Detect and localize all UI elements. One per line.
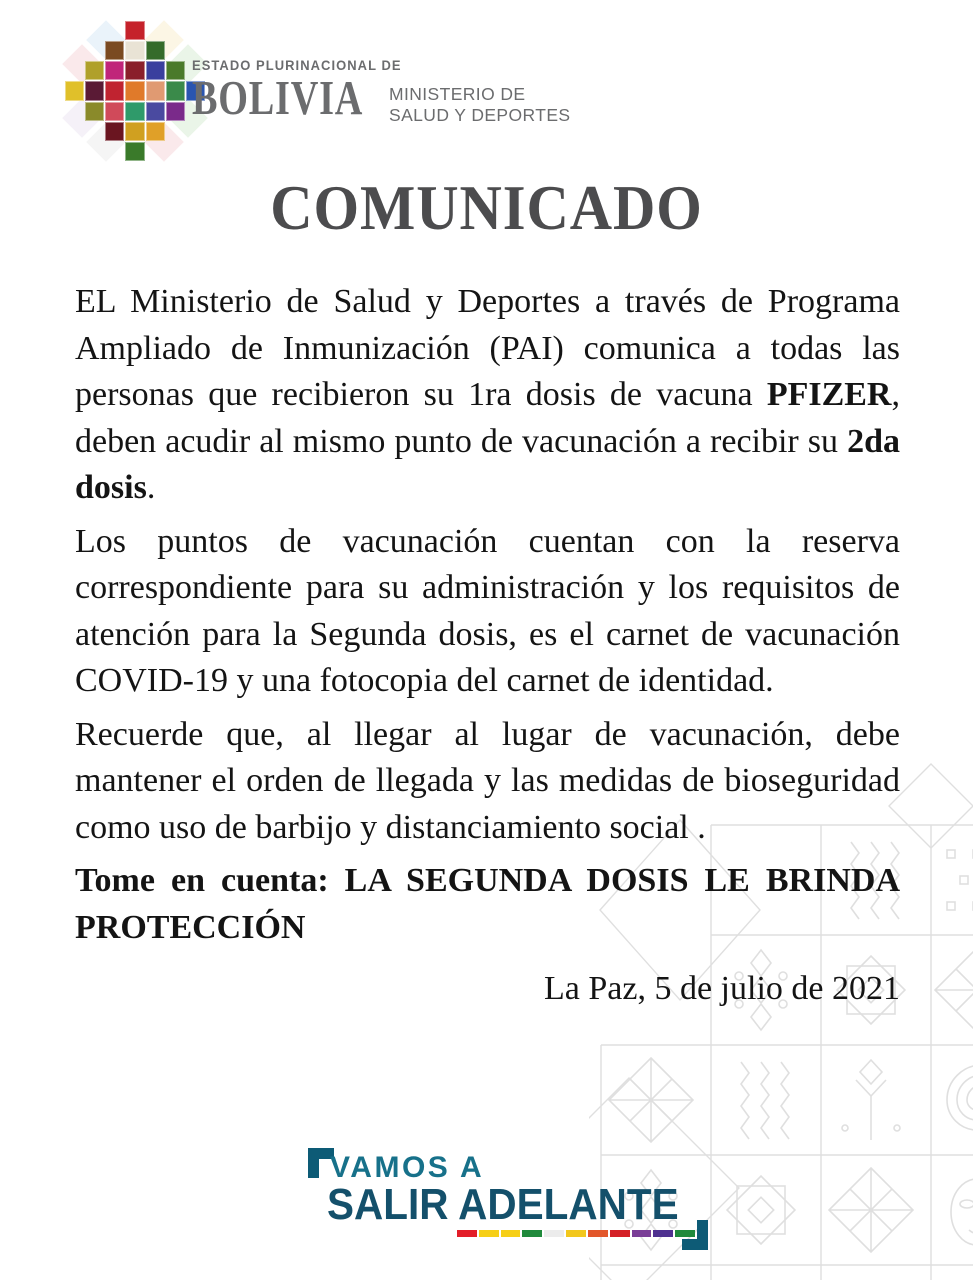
p1-segment: , deben acudir al mismo punto de vacunación a recibir su: [75, 376, 900, 460]
state-brand-block: [192, 58, 411, 125]
ministry-label: [389, 84, 570, 125]
paragraph-2: Los puntos de vacunación cuentan con la reserva correspondiente para su administración y los requisitos de atención para la Segunda dosis, es el carnet de vacunación COVID-19 y una fotocopia del carnet de identidad.: [75, 522, 900, 699]
p1-bold-segunda-dosis: 2da dosis: [75, 422, 900, 506]
flag-stripe: [457, 1230, 695, 1237]
bolivia-emblem-grid: [65, 21, 205, 161]
p1-segment: .: [146, 469, 156, 506]
paragraph-3: Recuerde que, al llegar al lugar de vacunación, debe mantener el orden de llegada y las medidas de bioseguridad como uso de barbijo y distanciamiento social .: [75, 715, 900, 846]
p1-bold-pfizer: PFIZER: [766, 376, 892, 413]
slogan-line-1: VAMOS A: [330, 1151, 485, 1184]
page-title: COMUNICADO: [270, 173, 703, 243]
estado-plurinacional-label: ESTADO PLURINACIONAL DE: [192, 58, 402, 73]
paragraph-4-highlight: Tome en cuenta: LA SEGUNDA DOSIS LE BRINDA PROTECCIÓN: [75, 862, 900, 946]
p1-segment: EL Ministerio de Salud y Deportes a través de Programa Ampliado de Inmunización (PAI) comunica a todas las personas que recibieron su 1ra dosis de vacuna: [75, 283, 900, 413]
salir-adelante-logo: [308, 1146, 710, 1258]
paragraph-1: [75, 279, 900, 512]
slogan-line-2: SALIR ADELANTE: [327, 1180, 679, 1229]
communique-body: [75, 279, 900, 1020]
corner-bracket-bottom-right-icon: [682, 1220, 708, 1250]
ministry-line-2: SALUD Y DEPORTES: [389, 104, 571, 125]
ministry-line-1: MINISTERIO DE: [389, 84, 526, 104]
date-line: La Paz, 5 de julio de 2021: [544, 970, 900, 1007]
bolivia-wordmark: BOLIVIA: [192, 70, 364, 125]
bolivia-state-emblem: [56, 12, 214, 170]
